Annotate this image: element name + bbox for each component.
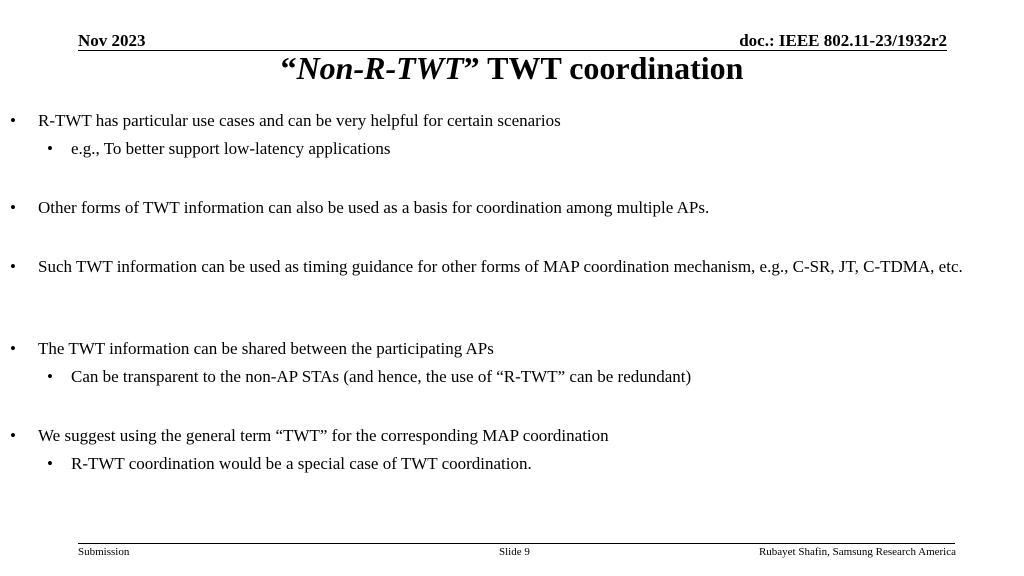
footer-submission: Submission [78,546,130,558]
title-rest: TWT coordination [479,50,744,86]
bullet-text: e.g., To better support low-latency applications [71,139,391,158]
title-close-quote: ” [463,50,480,86]
header-doc-id: doc.: IEEE 802.11-23/1932r2 [739,31,947,50]
bullet-text: R-TWT has particular use cases and can be very helpful for certain scenarios [38,111,561,130]
bullet-5 [10,424,978,448]
bullet-dot: • [10,339,16,358]
bullet-dot: • [47,454,53,473]
bullet-3 [10,255,978,279]
bullet-5-sub-1 [47,452,971,476]
bullet-dot: • [47,367,53,386]
bullet-text: The TWT information can be shared between the participating APs [38,339,494,358]
bullet-text: Can be transparent to the non-AP STAs (and hence, the use of “R-TWT” can be redundant) [71,367,692,386]
bullet-dot: • [10,111,16,130]
header-date: Nov 2023 [78,31,146,50]
bullet-4 [10,337,978,361]
footer-author: Rubayet Shafin, Samsung Research America [758,546,956,558]
footer-slide-number: Slide 9 [499,546,530,558]
bullet-text: We suggest using the general term “TWT” for the corresponding MAP coordination [38,426,609,445]
title-open-quote: “ [280,50,297,86]
title-italic-term: Non-R-TWT [296,50,464,86]
footer-divider [78,543,955,544]
bullet-1-sub-1 [47,137,971,161]
bullet-2 [10,196,978,220]
bullet-text: R-TWT coordination would be a special case of TWT coordination. [71,454,532,473]
bullet-dot: • [10,257,16,276]
page-title [0,49,1024,87]
bullet-dot: • [47,139,53,158]
bullet-dot: • [10,198,16,217]
bullet-text: Such TWT information can be used as timing guidance for other forms of MAP coordination mechanism, e.g., C-SR, JT, C-TDMA, etc. [38,257,963,276]
bullet-1 [10,109,978,133]
bullet-4-sub-1 [47,365,971,389]
bullet-text: Other forms of TWT information can also be used as a basis for coordination among multiple APs. [38,198,710,217]
bullet-dot: • [10,426,16,445]
